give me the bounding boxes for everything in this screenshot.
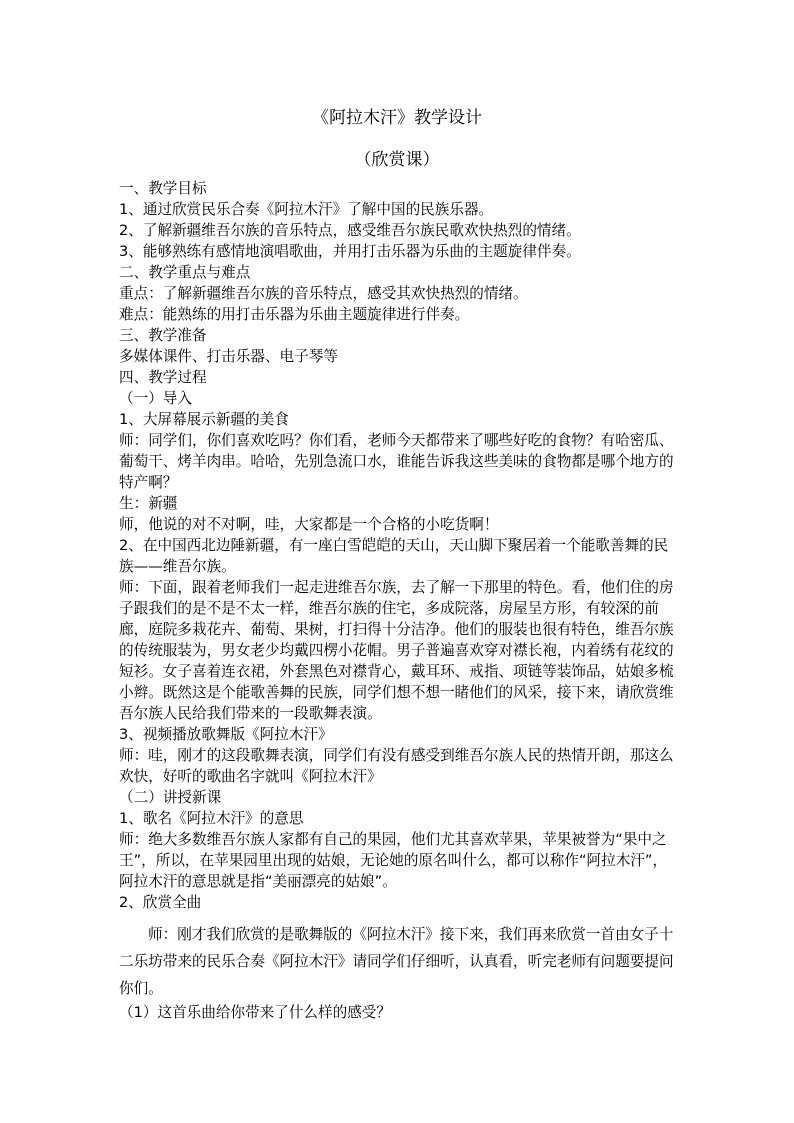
difficulty-text: 难点：能熟练的用打击乐器为乐曲主题旋律进行伴奏。 bbox=[119, 306, 470, 323]
dialogue-paragraph: 师：刚才我们欣赏的是歌舞版的《阿拉木汗》接下来，我们再来欣赏一首由女子十二乐坊带来的民乐合奏《阿拉木汗》请同学们仔细听，认真看，听完老师有问题要提问你们。 bbox=[119, 926, 674, 997]
objective-item: 3、能够熟练有感情地演唱歌曲，并用打击乐器为乐曲的主题旋律伴奏。 bbox=[119, 243, 581, 260]
preparation-text: 多媒体课件、打击乐器、电子琴等 bbox=[119, 348, 338, 365]
step-paragraph: 2、在中国西北边陲新疆，有一座白雪皑皑的天山，天山脚下聚居着一个能歌善舞的民族——维吾尔族。 bbox=[119, 537, 669, 575]
dialogue-paragraph: 师：同学们，你们喜欢吃吗？你们看，老师今天都带来了哪些好吃的食物？有哈密瓜、葡萄干、烤羊肉串。哈哈，先别急流口水，谁能告诉我这些美味的食物都是哪个地方的特产啊？ bbox=[119, 432, 674, 491]
objective-item: 1、通过欣赏民乐合奏《阿拉木汗》了解中国的民族乐器。 bbox=[119, 201, 494, 218]
document-body bbox=[119, 178, 681, 1023]
step-heading: 2、欣赏全曲 bbox=[119, 894, 202, 911]
document-subtitle: （欣赏课） bbox=[354, 150, 440, 170]
dialogue-paragraph: 师：绝大多数维吾尔族人家都有自己的果园，他们尤其喜欢苹果，苹果被誉为“果中之王”，所以，在苹果园里出现的姑娘，无论她的原名叫什么，都可以称作“阿拉木汗”，阿拉木汗的意思就是指“美丽漂亮的姑娘”。 bbox=[119, 831, 668, 890]
step-heading: 1、大屏幕展示新疆的美食 bbox=[119, 411, 289, 428]
dialogue-paragraph: 师，他说的对不对啊，哇，大家都是一个合格的小吃货啊！ bbox=[119, 516, 499, 533]
question-item: （1）这首乐曲给你带来了什么样的感受？ bbox=[119, 1004, 391, 1021]
objective-item: 2、了解新疆维吾尔族的音乐特点，感受维吾尔族民歌欢快热烈的情绪。 bbox=[119, 222, 581, 239]
step-heading: 3、视频播放歌舞版《阿拉木汗》 bbox=[119, 726, 333, 743]
key-point-text: 重点：了解新疆维吾尔族的音乐特点，感受其欢快热烈的情绪。 bbox=[119, 285, 528, 302]
section-heading-objectives: 一、教学目标 bbox=[119, 180, 207, 197]
dialogue-paragraph: 师：下面，跟着老师我们一起走进维吾尔族，去了解一下那里的特色。看，他们住的房子跟我们的是不是不太一样，维吾尔族的住宅，多成院落，房屋呈方形，有较深的前廊，庭院多栽花卉、葡萄、果树，打扫得十分洁净。他们的服装也很有特色，维吾尔族的传统服装为，男女老少均戴四楞小花帽。男子普遍喜欢穿对襟长袍，内着绣有花纹的短衫。女子喜着连衣裙，外套黑色对襟背心，戴耳环、戒指、项链等装饰品，姑娘多梳小辫。既然这是个能歌善舞的民族，同学们想不想一睹他们的风采，接下来，请欣赏维吾尔族人民给我们带来的一段歌舞表演。 bbox=[119, 579, 674, 722]
dialogue-paragraph: 生：新疆 bbox=[119, 495, 178, 512]
section-heading-preparation: 三、教学准备 bbox=[119, 327, 207, 344]
subsection-heading-new-lesson: （二）讲授新课 bbox=[119, 789, 222, 806]
dialogue-paragraph: 师：哇，刚才的这段歌舞表演，同学们有没有感受到维吾尔族人民的热情开朗，那这么欢快，好听的歌曲名字就叫《阿拉木汗》 bbox=[119, 747, 674, 785]
section-heading-process: 四、教学过程 bbox=[119, 369, 207, 386]
document-title: 《阿拉木汗》教学设计 bbox=[312, 108, 482, 128]
section-heading-key-points: 二、教学重点与难点 bbox=[119, 264, 251, 281]
subsection-heading-intro: （一）导入 bbox=[119, 390, 192, 407]
step-heading: 1、歌名《阿拉木汗》的意思 bbox=[119, 810, 304, 827]
